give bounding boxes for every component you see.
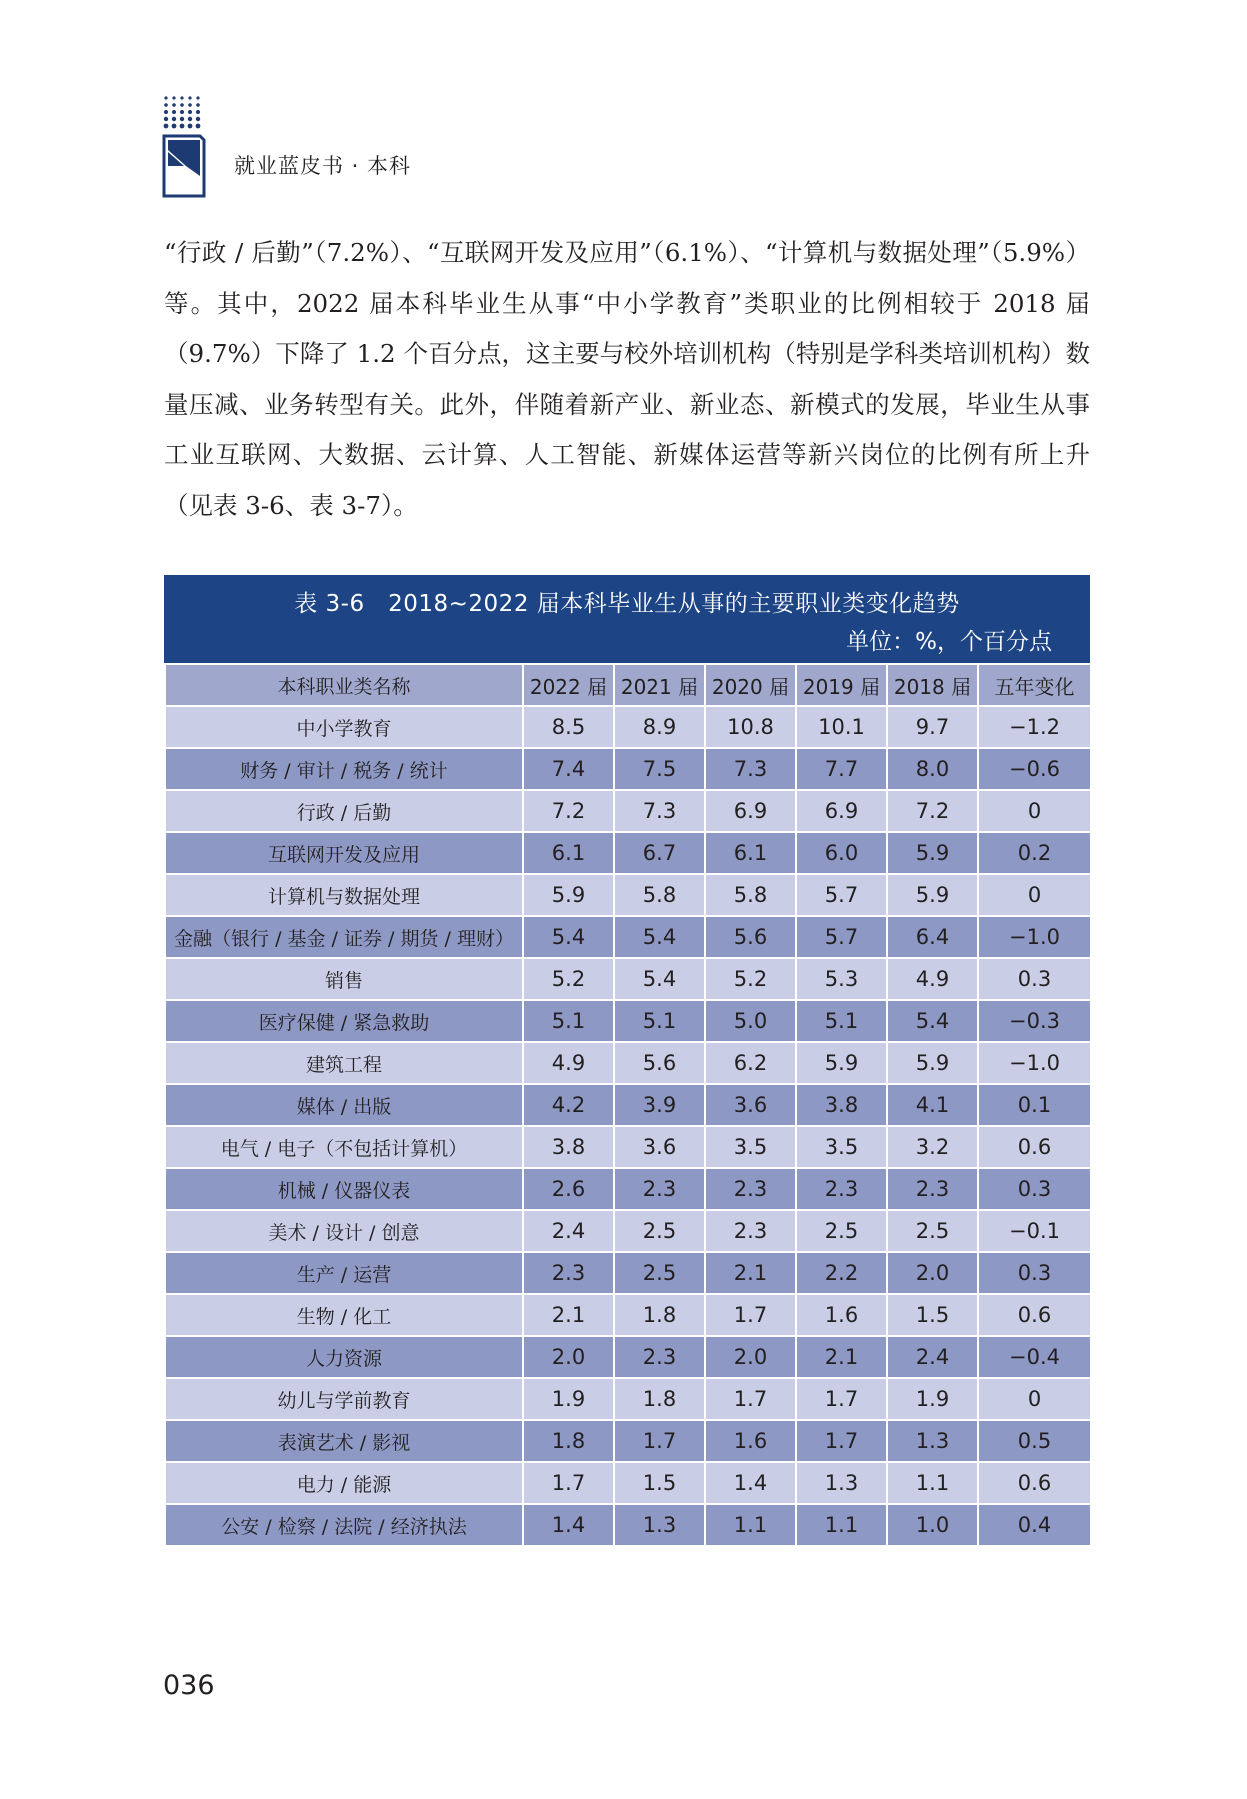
table-row	[165, 1420, 1091, 1462]
table-row	[165, 1210, 1091, 1252]
value-cell: 2.3	[614, 1168, 705, 1210]
value-cell: 2.5	[796, 1210, 887, 1252]
running-header-title: 就业蓝皮书 · 本科	[234, 154, 412, 178]
value-cell: 6.7	[614, 832, 705, 874]
table-row	[165, 916, 1091, 958]
value-cell: 0.3	[978, 1252, 1091, 1294]
value-cell: 4.9	[523, 1042, 614, 1084]
value-cell: 5.0	[705, 1000, 796, 1042]
value-cell: 1.3	[887, 1420, 978, 1462]
occupation-name-cell: 美术 / 设计 / 创意	[165, 1210, 523, 1252]
value-cell: 2.0	[523, 1336, 614, 1378]
value-cell: 4.2	[523, 1084, 614, 1126]
value-cell: 1.1	[887, 1462, 978, 1504]
value-cell: −0.1	[978, 1210, 1091, 1252]
book-logo-icon	[160, 92, 208, 200]
value-cell: 5.9	[887, 832, 978, 874]
value-cell: 1.5	[887, 1294, 978, 1336]
value-cell: 3.6	[614, 1126, 705, 1168]
value-cell: 1.8	[614, 1378, 705, 1420]
page-number: 036	[163, 1670, 215, 1701]
table-body	[165, 706, 1091, 1546]
table-title: 表 3-6 2018~2022 届本科毕业生从事的主要职业类变化趋势	[294, 591, 960, 617]
value-cell: −0.6	[978, 748, 1091, 790]
table-row	[165, 1168, 1091, 1210]
table-row	[165, 1336, 1091, 1378]
occupation-name-cell: 幼儿与学前教育	[165, 1378, 523, 1420]
value-cell: 1.7	[523, 1462, 614, 1504]
occupation-name-cell: 公安 / 检察 / 法院 / 经济执法	[165, 1504, 523, 1546]
value-cell: 7.4	[523, 748, 614, 790]
value-cell: 2.3	[614, 1336, 705, 1378]
occupation-name-cell: 建筑工程	[165, 1042, 523, 1084]
occupation-name-cell: 互联网开发及应用	[165, 832, 523, 874]
value-cell: 2.5	[614, 1252, 705, 1294]
table-header-row	[165, 664, 1091, 706]
value-cell: 3.6	[705, 1084, 796, 1126]
value-cell: 5.6	[705, 916, 796, 958]
value-cell: 7.2	[887, 790, 978, 832]
value-cell: 8.9	[614, 706, 705, 748]
value-cell: 5.4	[523, 916, 614, 958]
table-caption	[164, 575, 1090, 663]
table-row	[165, 832, 1091, 874]
value-cell: 0.6	[978, 1462, 1091, 1504]
value-cell: 9.7	[887, 706, 978, 748]
value-cell: 5.9	[796, 1042, 887, 1084]
value-cell: 3.9	[614, 1084, 705, 1126]
value-cell: 5.4	[614, 916, 705, 958]
occupation-name-cell: 行政 / 后勤	[165, 790, 523, 832]
value-cell: 2.0	[887, 1252, 978, 1294]
value-cell: 5.1	[614, 1000, 705, 1042]
value-cell: 2.1	[523, 1294, 614, 1336]
column-header: 五年变化	[978, 664, 1091, 706]
value-cell: 5.8	[614, 874, 705, 916]
table-row	[165, 1126, 1091, 1168]
value-cell: 0.6	[978, 1294, 1091, 1336]
value-cell: 5.1	[523, 1000, 614, 1042]
column-header: 2018 届	[887, 664, 978, 706]
value-cell: 1.7	[705, 1294, 796, 1336]
value-cell: 3.5	[705, 1126, 796, 1168]
table-row	[165, 748, 1091, 790]
value-cell: 1.9	[887, 1378, 978, 1420]
value-cell: 7.3	[614, 790, 705, 832]
value-cell: 6.1	[523, 832, 614, 874]
occupation-trend-table	[164, 575, 1090, 1547]
value-cell: 5.2	[705, 958, 796, 1000]
value-cell: 5.4	[614, 958, 705, 1000]
value-cell: 1.9	[523, 1378, 614, 1420]
occupation-name-cell: 人力资源	[165, 1336, 523, 1378]
table-row	[165, 1294, 1091, 1336]
value-cell: 2.1	[705, 1252, 796, 1294]
value-cell: 0.3	[978, 958, 1091, 1000]
table-row	[165, 1042, 1091, 1084]
value-cell: 0.6	[978, 1126, 1091, 1168]
value-cell: 5.6	[614, 1042, 705, 1084]
occupation-name-cell: 计算机与数据处理	[165, 874, 523, 916]
value-cell: 3.8	[523, 1126, 614, 1168]
value-cell: 2.3	[705, 1168, 796, 1210]
value-cell: 1.7	[614, 1420, 705, 1462]
value-cell: 1.0	[887, 1504, 978, 1546]
value-cell: 1.6	[796, 1294, 887, 1336]
value-cell: 5.2	[523, 958, 614, 1000]
occupation-name-cell: 财务 / 审计 / 税务 / 统计	[165, 748, 523, 790]
value-cell: 2.0	[705, 1336, 796, 1378]
column-header: 2019 届	[796, 664, 887, 706]
occupation-name-cell: 生产 / 运营	[165, 1252, 523, 1294]
value-cell: 6.9	[705, 790, 796, 832]
value-cell: 1.5	[614, 1462, 705, 1504]
value-cell: 7.5	[614, 748, 705, 790]
value-cell: 8.0	[887, 748, 978, 790]
value-cell: 3.5	[796, 1126, 887, 1168]
table-row	[165, 1462, 1091, 1504]
occupation-name-cell: 中小学教育	[165, 706, 523, 748]
value-cell: 2.3	[796, 1168, 887, 1210]
column-header: 本科职业类名称	[165, 664, 523, 706]
occupation-name-cell: 销售	[165, 958, 523, 1000]
value-cell: 2.3	[705, 1210, 796, 1252]
table-row	[165, 1504, 1091, 1546]
value-cell: 6.2	[705, 1042, 796, 1084]
occupation-name-cell: 医疗保健 / 紧急救助	[165, 1000, 523, 1042]
value-cell: 5.9	[887, 1042, 978, 1084]
value-cell: 2.3	[523, 1252, 614, 1294]
value-cell: 2.1	[796, 1336, 887, 1378]
value-cell: 1.3	[614, 1504, 705, 1546]
value-cell: 0	[978, 790, 1091, 832]
value-cell: 1.1	[796, 1504, 887, 1546]
value-cell: 1.6	[705, 1420, 796, 1462]
value-cell: 5.1	[796, 1000, 887, 1042]
table-row	[165, 790, 1091, 832]
occupation-name-cell: 机械 / 仪器仪表	[165, 1168, 523, 1210]
value-cell: 0.2	[978, 832, 1091, 874]
value-cell: 7.3	[705, 748, 796, 790]
value-cell: 0.4	[978, 1504, 1091, 1546]
value-cell: 0	[978, 874, 1091, 916]
body-paragraph	[164, 228, 1090, 532]
column-header: 2021 届	[614, 664, 705, 706]
occupation-name-cell: 表演艺术 / 影视	[165, 1420, 523, 1462]
table-row	[165, 874, 1091, 916]
value-cell: 4.1	[887, 1084, 978, 1126]
value-cell: 5.3	[796, 958, 887, 1000]
column-header: 2022 届	[523, 664, 614, 706]
table-row	[165, 1378, 1091, 1420]
table-row	[165, 706, 1091, 748]
value-cell: 1.4	[523, 1504, 614, 1546]
value-cell: 5.9	[523, 874, 614, 916]
value-cell: 0.3	[978, 1168, 1091, 1210]
value-cell: 2.5	[887, 1210, 978, 1252]
occupation-name-cell: 生物 / 化工	[165, 1294, 523, 1336]
value-cell: 5.7	[796, 916, 887, 958]
occupation-name-cell: 电力 / 能源	[165, 1462, 523, 1504]
value-cell: −0.4	[978, 1336, 1091, 1378]
value-cell: 4.9	[887, 958, 978, 1000]
data-table	[164, 663, 1092, 1547]
table-row	[165, 1084, 1091, 1126]
value-cell: 1.7	[796, 1420, 887, 1462]
table-row	[165, 958, 1091, 1000]
paragraph-text: “行政 / 后勤”（7.2%）、“互联网开发及应用”（6.1%）、“计算机与数据处理”（5.9%）等。其中，2022 届本科毕业生从事“中小学教育”类职业的比例相较于 2018 届（9.7%）下降了 1.2 个百分点，这主要与校外培训机构（特别是学科类培训机构）数量压减、业务转型有关。此外，伴随着新产业、新业态、新模式的发展，毕业生从事工业互联网、大数据、云计算、人工智能、新媒体运营等新兴岗位的比例有所上升（见表 3-6、表 3-7）。	[164, 238, 1090, 520]
value-cell: 1.8	[614, 1294, 705, 1336]
value-cell: 1.4	[705, 1462, 796, 1504]
value-cell: 3.2	[887, 1126, 978, 1168]
value-cell: 6.0	[796, 832, 887, 874]
value-cell: 5.8	[705, 874, 796, 916]
value-cell: 7.7	[796, 748, 887, 790]
value-cell: 7.2	[523, 790, 614, 832]
occupation-name-cell: 金融（银行 / 基金 / 证券 / 期货 / 理财）	[165, 916, 523, 958]
value-cell: −1.2	[978, 706, 1091, 748]
occupation-name-cell: 电气 / 电子（不包括计算机）	[165, 1126, 523, 1168]
table-unit: 单位：%，个百分点	[846, 629, 1052, 655]
value-cell: 2.6	[523, 1168, 614, 1210]
value-cell: −1.0	[978, 916, 1091, 958]
value-cell: 1.7	[796, 1378, 887, 1420]
value-cell: 5.4	[887, 1000, 978, 1042]
table-row	[165, 1000, 1091, 1042]
value-cell: 0	[978, 1378, 1091, 1420]
value-cell: 2.5	[614, 1210, 705, 1252]
value-cell: 6.4	[887, 916, 978, 958]
value-cell: 1.8	[523, 1420, 614, 1462]
value-cell: 0.1	[978, 1084, 1091, 1126]
value-cell: 5.7	[796, 874, 887, 916]
value-cell: 1.1	[705, 1504, 796, 1546]
value-cell: 10.8	[705, 706, 796, 748]
value-cell: 2.4	[887, 1336, 978, 1378]
value-cell: −1.0	[978, 1042, 1091, 1084]
value-cell: 1.7	[705, 1378, 796, 1420]
value-cell: 5.9	[887, 874, 978, 916]
value-cell: 2.2	[796, 1252, 887, 1294]
value-cell: 2.3	[887, 1168, 978, 1210]
value-cell: 10.1	[796, 706, 887, 748]
column-header: 2020 届	[705, 664, 796, 706]
value-cell: 2.4	[523, 1210, 614, 1252]
value-cell: −0.3	[978, 1000, 1091, 1042]
value-cell: 6.1	[705, 832, 796, 874]
occupation-name-cell: 媒体 / 出版	[165, 1084, 523, 1126]
value-cell: 6.9	[796, 790, 887, 832]
value-cell: 8.5	[523, 706, 614, 748]
table-row	[165, 1252, 1091, 1294]
value-cell: 3.8	[796, 1084, 887, 1126]
value-cell: 1.3	[796, 1462, 887, 1504]
value-cell: 0.5	[978, 1420, 1091, 1462]
